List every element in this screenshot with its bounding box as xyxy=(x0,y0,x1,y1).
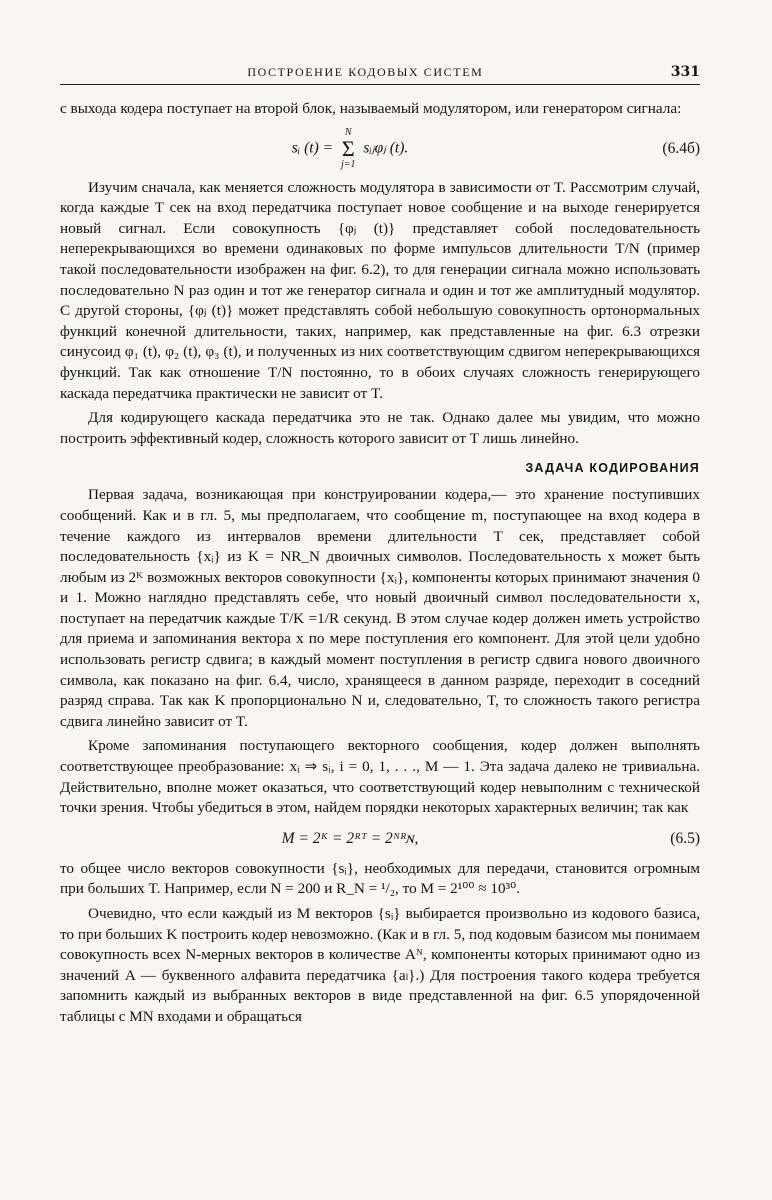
equation-lhs: sᵢ (t) = xyxy=(291,139,334,157)
paragraph-7: Очевидно, что если каждый из M векторов {sᵢ} выбирается произвольно из кодового базиса, то при больших K построить кодер невозможно. (Как и в гл. 5, под кодовым базисом мы понимаем совокупность всех N-мерных векторов в количестве Aᴺ, компоненты которых принимают одно из значений A — буквенного алфавита передатчика {aₗ}.) Для построения такого кодера требуется запомнить каждый из выбранных векторов в виде представленной на фиг. 6.5 упорядоченной таблицы с MN входами и обращаться xyxy=(60,905,700,1025)
sum-symbol: Σ xyxy=(341,135,355,161)
equation-6-5 xyxy=(60,825,700,853)
running-title: ПОСТРОЕНИЕ КОДОВЫХ СИСТЕМ xyxy=(247,65,484,79)
equation-6-4b-body xyxy=(60,128,640,170)
page-header xyxy=(60,64,700,85)
equation-6-5-body: M = 2ᴷ = 2ᴿᵀ = 2ᴺᴿɴ, xyxy=(281,829,419,847)
paragraph-4: Первая задача, возникающая при конструировании кодера,— это хранение поступивших сообщений. Как и в гл. 5, мы предполагаем, что сообщение m, поступающее на вход кодера в течение каждого из интервалов времени длительности T сек, представляет собой последовательность {xᵢ} из K = NR_N двоичных символов. Последовательность x может быть любым из 2ᴷ возможных векторов совокупности {xᵢ}, компоненты которых принимают значения 0 и 1. Можно наглядно представлять себе, что новый двоичный символ последовательности x, поступает на передатчик каждые T/K =1/R секунд. В этом случае кодер должен иметь устройство для приема и запоминания вектора x по мере поступления его компонент. Для этой цели удобно использовать регистр сдвига; в каждый момент поступления в регистр сдвига нового двоичного символа, как показано на фиг. 6.4, число, хранящееся в данном разряде, переходит в соседний разряд справа. Так как K пропорционально N и, следовательно, T, то сложность такого регистра сдвига линейно зависит от T. xyxy=(60,486,700,730)
summation xyxy=(341,128,356,170)
equation-number: (6.4б) xyxy=(662,139,700,157)
equation-6-4b xyxy=(60,126,700,172)
equation-rhs: sᵢⱼφⱼ (t). xyxy=(363,139,409,157)
equation-number: (6.5) xyxy=(670,829,700,847)
paragraph-2: Изучим сначала, как меняется сложность модулятора в зависимости от T. Рассмотрим случай, когда каждые T сек на вход передатчика поступает новое сообщение и на выходе генерируется новый сигнал. Если совокупность {φⱼ (t)} представляет собой последовательность неперекрывающихся во времени одинаковых по форме импульсов длительности T/N (пример такой последовательности изображен на фиг. 6.2), то для генерации сигнала можно использовать последовательно N раз один и тот же генератор сигнала и один и тот же амплитудный модулятор. С другой стороны, {φⱼ (t)} может представлять собой небольшую совокупность ортонормальных функций конечной длительности, таких, например, как представленные на фиг. 6.3 отрезки синусоид φ₁ (t), φ₂ (t), φ₃ (t), и полученных из них соответствующим сдвигом неперекрывающихся функций. Так как отношение T/N постоянно, то в обоих случаях сложность генерирующего каскада передатчика практически не зависит от T. xyxy=(60,178,700,402)
section-heading: ЗАДАЧА КОДИРОВАНИЯ xyxy=(525,461,700,476)
paragraph-5: Кроме запоминания поступающего векторного сообщения, кодер должен выполнять соответствующее преобразование: xᵢ ⇒ sᵢ, i = 0, 1, . . ., M — 1. Эта задача далеко не тривиальна. Действительно, вполне может оказаться, что соответствующий кодер невыполним с технической точки зрения. Чтобы убедиться в этом, найдем порядки некоторых характерных величин; так как xyxy=(60,737,700,817)
page-number: 331 xyxy=(670,64,700,80)
paragraph-3: Для кодирующего каскада передатчика это не так. Однако далее мы увидим, что можно построить эффективный кодер, сложность которого зависит от T лишь линейно. xyxy=(60,409,700,447)
sum-lower-limit: j=1 xyxy=(340,158,356,170)
paragraph-6: то общее число векторов совокупности {sᵢ}, необходимых для передачи, становится огромным при больших T. Например, если N = 200 и R_N = ¹/₂, то M = 2¹⁰⁰ ≈ 10³⁰. xyxy=(60,859,700,898)
sum-upper-limit: N xyxy=(344,126,352,138)
paragraph-1: с выхода кодера поступает на второй блок, называемый модулятором, или генератором сигнала: xyxy=(60,100,682,117)
